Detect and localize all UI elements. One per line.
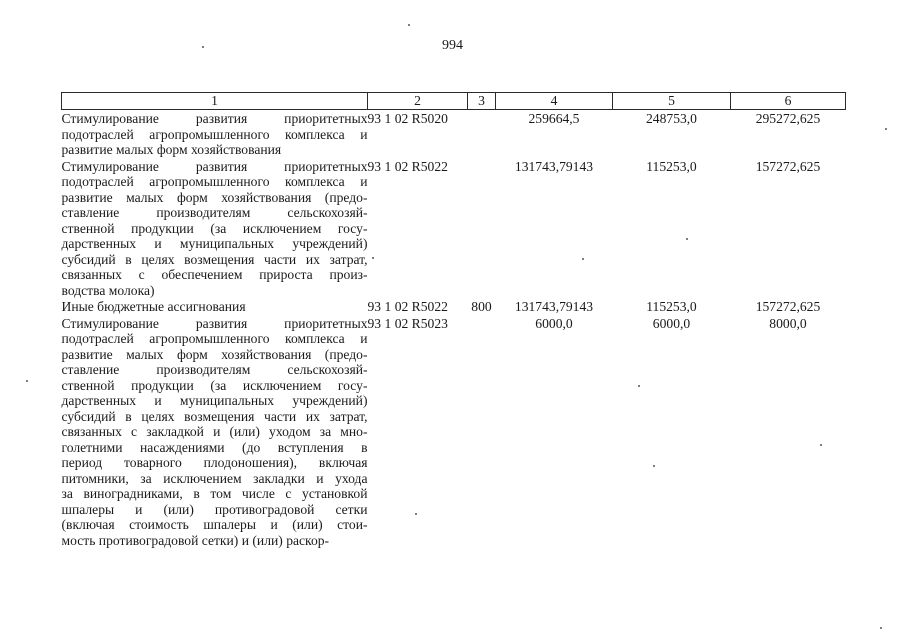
value-col-4: 259664,5	[528, 111, 580, 126]
value-col-6: 157272,625	[755, 299, 821, 314]
budget-table	[61, 92, 846, 548]
scan-speck	[820, 444, 822, 446]
scan-speck	[880, 627, 882, 629]
value-col-4: 131743,79143	[514, 158, 594, 174]
description-line: Иные бюджетные ассигнования	[61, 299, 246, 314]
description-line: голетними насаждениями (до вступления в	[61, 439, 368, 455]
description-line: ственной продукции (за исключением госу-	[61, 220, 368, 236]
table-row	[62, 110, 846, 158]
table-row	[62, 298, 846, 315]
budget-code: 93 1 02 R5022	[367, 158, 448, 174]
value-col-5: 115253,0	[646, 299, 697, 314]
description-line: подотраслей агропромышленного комплекса и	[61, 126, 368, 142]
value-col-4: 6000,0	[535, 315, 573, 331]
description-line: развитие малых форм хозяйствования (предо-	[61, 189, 368, 205]
description-line: дарственных и муниципальных учреждений)	[61, 236, 368, 251]
expense-type	[468, 158, 496, 299]
table-header-row	[62, 93, 846, 110]
table-row	[62, 315, 846, 549]
description-line: ставление производителям сельскохозяй-	[61, 205, 368, 220]
description-line: связанных с обеспечением прироста произ-	[61, 267, 368, 282]
expense-type	[468, 315, 496, 549]
description-line: развитие малых форм хозяйствования	[61, 142, 282, 157]
scan-speck	[653, 465, 655, 467]
page-number: 994	[442, 38, 463, 53]
value-col-6: 157272,625	[755, 158, 821, 174]
description-line: водства молока)	[61, 282, 155, 298]
description-line: питомники, за исключением закладки и ухода	[61, 470, 368, 486]
description-line: подотраслей агропромышленного комплекса и	[61, 174, 368, 189]
description-line: ставление производителям сельскохозяй-	[61, 362, 368, 377]
scan-speck	[885, 128, 887, 130]
value-col-6: 295272,625	[755, 111, 821, 126]
description-line: ственной продукции (за исключением госу-	[61, 377, 368, 393]
value-col-6: 8000,0	[769, 315, 807, 331]
description-line: подотраслей агропромышленного комплекса и	[61, 331, 368, 346]
scan-speck	[686, 238, 688, 240]
description-line: мость противоградовой сетки) и (или) раскор-	[61, 532, 330, 548]
expense-type: 800	[471, 299, 492, 314]
column-header-3: 3	[468, 93, 496, 110]
budget-code: 93 1 02 R5022	[367, 299, 448, 314]
column-header-5: 5	[613, 93, 731, 110]
scan-speck	[202, 46, 204, 48]
scan-speck	[372, 257, 374, 259]
table-body	[62, 110, 846, 549]
column-header-1: 1	[62, 93, 368, 110]
row-description	[62, 110, 368, 158]
scan-speck	[408, 24, 410, 26]
scan-speck	[638, 385, 640, 387]
description-line: связанных с закладкой и (или) уходом за мно-	[61, 424, 368, 439]
description-line: субсидий в целях возмещения части их затрат,	[61, 251, 368, 267]
row-description	[62, 158, 368, 299]
description-line: период товарного плодоношения), включая	[61, 455, 368, 470]
scan-speck	[415, 513, 417, 515]
row-description	[62, 315, 368, 549]
description-line: (включая стоимость шпалеры и (или) стои-	[61, 517, 368, 532]
scan-speck	[582, 258, 584, 260]
column-header-4: 4	[496, 93, 613, 110]
description-line: за виноградниками, в том числе с установкой	[61, 486, 368, 501]
description-line: Стимулирование развития приоритетных	[61, 315, 368, 331]
budget-code: 93 1 02 R5020	[367, 111, 448, 126]
expense-type	[468, 110, 496, 158]
scan-speck	[26, 380, 28, 382]
value-col-5: 6000,0	[652, 315, 691, 331]
column-header-6: 6	[731, 93, 846, 110]
column-header-2: 2	[368, 93, 468, 110]
table-row	[62, 158, 846, 299]
description-line: шпалеры и (или) противоградовой сетки	[61, 501, 368, 517]
row-description	[62, 298, 368, 315]
value-col-5: 248753,0	[646, 111, 697, 126]
description-line: дарственных и муниципальных учреждений)	[61, 393, 368, 408]
value-col-4: 131743,79143	[514, 299, 594, 314]
description-line: субсидий в целях возмещения части их затрат,	[61, 408, 368, 424]
description-line: развитие малых форм хозяйствования (предо-	[61, 346, 368, 362]
description-line: Стимулирование развития приоритетных	[61, 111, 368, 126]
description-line: Стимулирование развития приоритетных	[61, 158, 368, 174]
budget-code: 93 1 02 R5023	[367, 315, 448, 331]
value-col-5: 115253,0	[646, 158, 697, 174]
